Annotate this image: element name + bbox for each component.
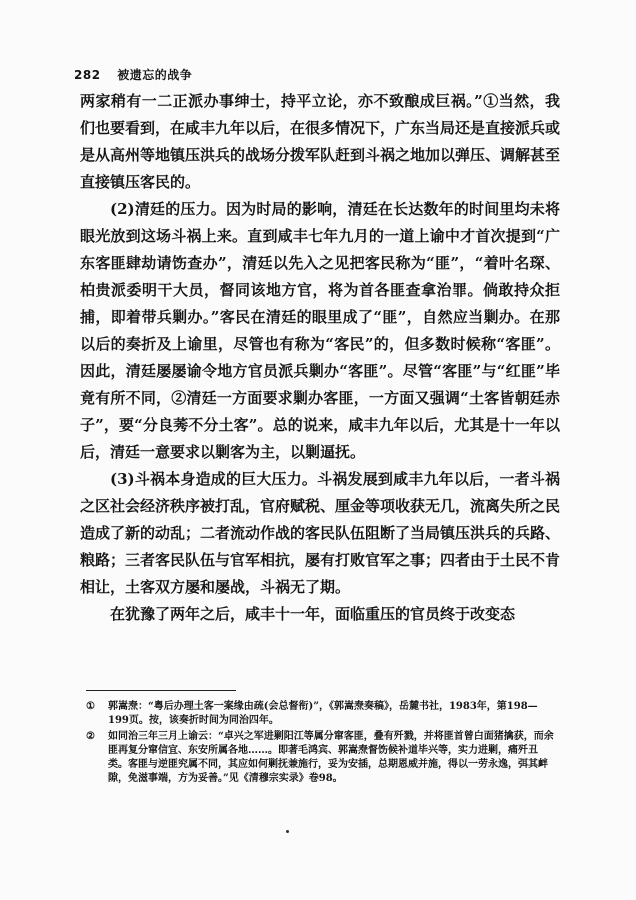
speck <box>286 830 289 833</box>
paragraph: (2)清廷的压力。因为时局的影响，清廷在长达数年的时间里均未将眼光放到这场斗祸上来。直到咸丰七年九月的一道上谕中才首次提到“广东客匪肆劫请饬查办”，清廷以先入之见把客民称为“匪”，“着叶名琛、柏贵派委明干大员，督同该地方官，将为首各匪查拿治罪。倘敢持众拒捕，即着带兵剿办。”客民在清廷的眼里成了“匪”，自然应当剿办。在那以后的奏折及上谕里，尽管也有称为“客民”的，但多数时候称“客匪”。因此，清廷屡屡谕令地方官员派兵剿办“客匪”。尽管“客匪”与“红匪”毕竟有所不同，②清廷一方面要求剿办客匪，一方面又强调“土客皆朝廷赤子”，要“分良莠不分土客”。总的说来，咸丰九年以后，尤其是十一年以后，清廷一意要求以剿客为主，以剿逼抚。 <box>80 200 560 461</box>
paragraph: (3)斗祸本身造成的巨大压力。斗祸发展到咸丰九年以后，一者斗祸之区社会经济秩序被打乱，官府赋税、厘金等项收获无几，流离失所之民造成了新的动乱；二者流动作战的客民队伍阻断了当局镇压洪兵的兵路、粮路；三者客民队伍与官军相抗，屡有打败官军之事；四者由于土民不肯相让，土客双方屡和屡战，斗祸无了期。 <box>80 470 561 596</box>
paragraph: 在犹豫了两年之后，咸丰十一年，面临重压的官员终于改变态 <box>110 605 516 623</box>
footnotes <box>86 700 556 788</box>
footnote-marker: ① <box>86 701 95 712</box>
body-text <box>80 88 560 628</box>
book-title: 被遗忘的战争 <box>117 68 193 82</box>
page-number: 282 <box>74 68 101 82</box>
footnote <box>86 730 556 786</box>
footnote-text: 如同治三年三月上谕云：“卓兴之军进剿阳江等属分窜客匪，叠有歼戮，并将匪首曾白面猪擒获，而余匪再复分窜信宜、东安所属各地……。即著毛鸿宾、郭嵩焘督饬候补道毕兴等，实力进剿，痛歼丑类。客匪与逆匪究属不同，其应如何剿抚兼施行，妥为安插，总期恩威并施，得以一劳永逸，弭其衅隙，免滋事端，方为妥善。”见《清穆宗实录》卷98。 <box>108 731 554 784</box>
paragraph: 两家稍有一二正派办事绅士，持平立论，亦不致酿成巨祸。”①当然，我们也要看到，在咸丰九年以后，在很多情况下，广东当局还是直接派兵或是从高州等地镇压洪兵的战场分拨军队赶到斗祸之地加以弹压、调解甚至直接镇压客民的。 <box>80 92 561 191</box>
footnote-marker: ② <box>86 731 95 742</box>
footnote-divider <box>86 690 236 691</box>
running-header <box>74 66 192 83</box>
footnote <box>86 700 556 728</box>
footnote-text: 郭嵩焘：“粤后办理土客一案缘由疏(会总督衔)”，《郭嵩焘奏稿》，岳麓书社，1983年，第198—199页。按，该奏折时间为同治四年。 <box>108 701 538 726</box>
